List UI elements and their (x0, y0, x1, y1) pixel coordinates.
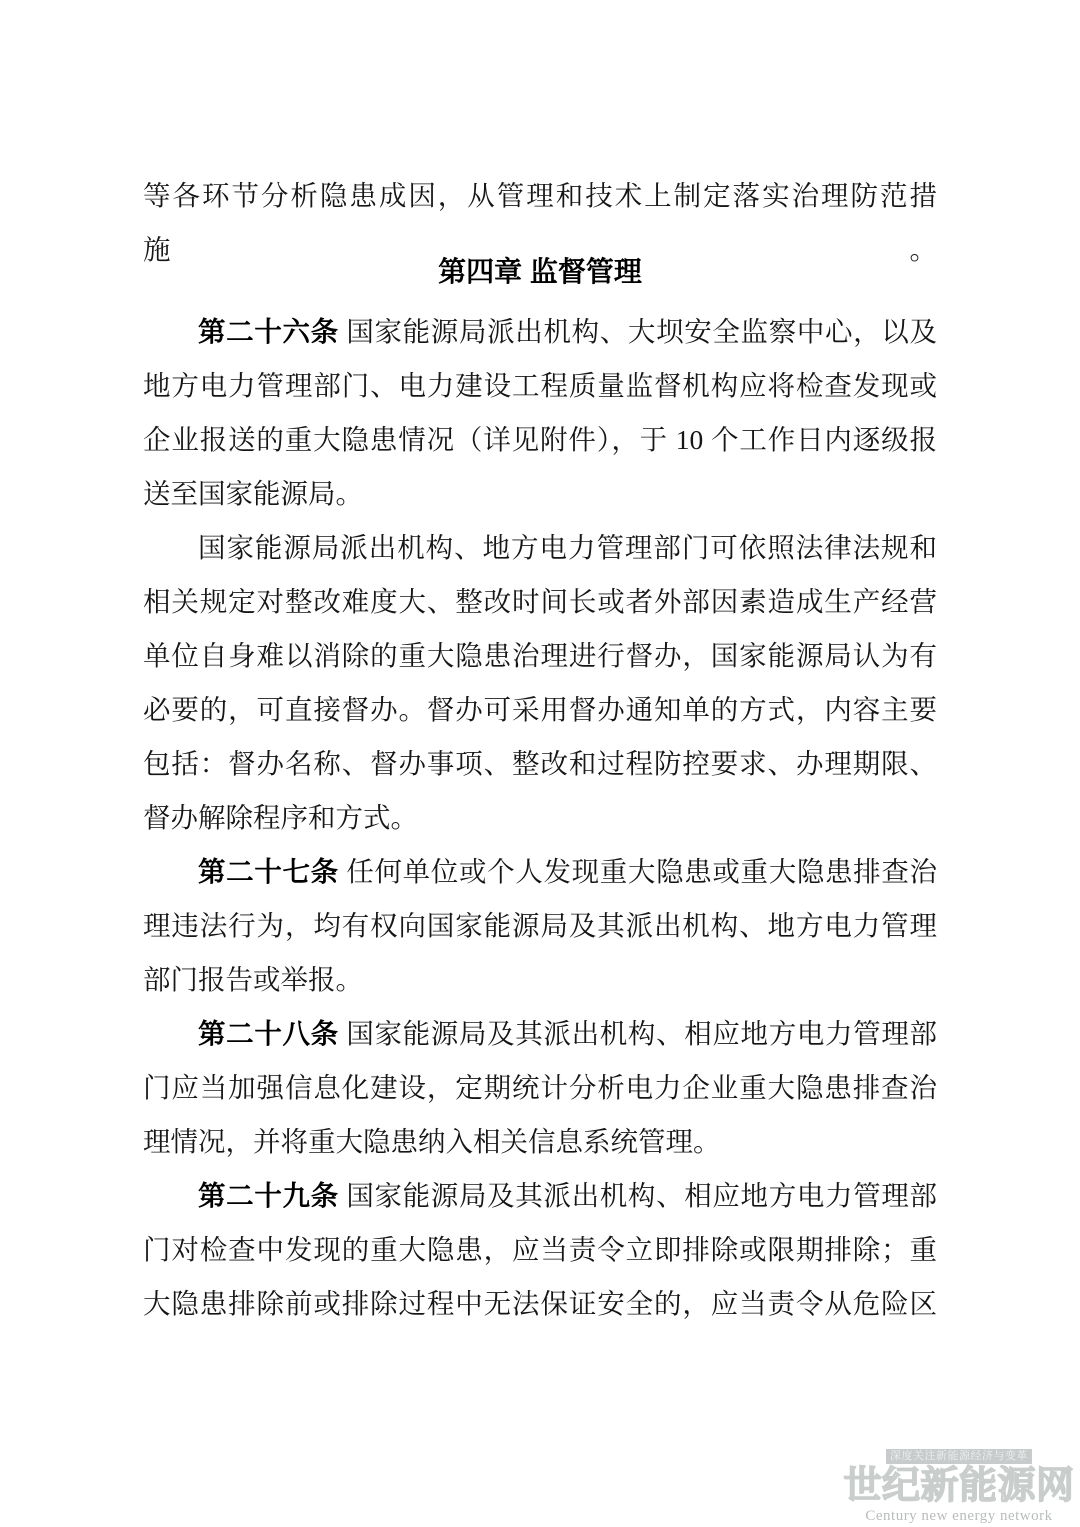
line-text: 门应当加强信息化建设，定期统计分析电力企业重大隐患排查治 (143, 1072, 937, 1103)
line-text: 单位自身难以消除的重大隐患治理进行督办，国家能源局认为有 (143, 640, 937, 671)
text-line (143, 1169, 937, 1223)
text-line (143, 791, 937, 845)
text-line (143, 467, 937, 521)
text-line (143, 521, 937, 575)
line-text: 任何单位或个人发现重大隐患或重大隐患排查治 (338, 856, 938, 887)
watermark-site-name: 世纪新能源网 (843, 1465, 1075, 1507)
line-text: 包括：督办名称、督办事项、整改和过程防控要求、办理期限、 (143, 748, 937, 779)
line-text: 大隐患排除前或排除过程中无法保证安全的，应当责令从危险区 (143, 1288, 937, 1319)
text-line (143, 683, 937, 737)
article-number: 第二十八条 (198, 1018, 339, 1049)
text-line (143, 629, 937, 683)
line-text: 必要的，可直接督办。督办可采用督办通知单的方式，内容主要 (143, 694, 937, 725)
line-text: 国家能源局及其派出机构、相应地方电力管理部 (338, 1180, 938, 1211)
text-line (143, 305, 937, 359)
line-text: 企业报送的重大隐患情况（详见附件），于 10 个工作日内逐级报 (143, 424, 937, 455)
text-line (143, 169, 937, 265)
article-number: 第二十九条 (198, 1180, 339, 1211)
line-text: 理情况，并将重大隐患纳入相关信息系统管理。 (143, 1126, 721, 1157)
text-line (143, 359, 937, 413)
watermark-slogan: 深度关注新能源经济与变革 (886, 1449, 1032, 1464)
chapter-heading: 第四章 监督管理 (438, 256, 642, 287)
text-line (143, 899, 937, 953)
text-line (143, 737, 937, 791)
text-line (143, 1277, 937, 1331)
text-line (143, 953, 937, 1007)
line-text: 相关规定对整改难度大、整改时间长或者外部因素造成生产经营 (143, 586, 937, 617)
watermark-site-name-en: Century new energy network (865, 1508, 1053, 1524)
article-number: 第二十七条 (198, 856, 339, 887)
text-line (143, 1223, 937, 1277)
text-line (143, 413, 937, 467)
line-text: 督办解除程序和方式。 (143, 802, 418, 833)
line-text: 送至国家能源局。 (143, 478, 363, 509)
text-line (143, 575, 937, 629)
line-text: 部门报告或举报。 (143, 964, 363, 995)
text-line (143, 1061, 937, 1115)
text-line (143, 845, 937, 899)
line-text: 国家能源局派出机构、大坝安全监察中心，以及 (338, 316, 938, 347)
line-text: 理违法行为，均有权向国家能源局及其派出机构、地方电力管理 (143, 910, 937, 941)
line-text: 门对检查中发现的重大隐患，应当责令立即排除或限期排除；重 (143, 1234, 937, 1265)
line-text: 地方电力管理部门、电力建设工程质量监督机构应将检查发现或 (143, 370, 937, 401)
line-text: 等各环节分析隐患成因，从管理和技术上制定落实治理防范措施。 (143, 180, 937, 265)
line-text: 国家能源局及其派出机构、相应地方电力管理部 (338, 1018, 938, 1049)
line-text: 国家能源局派出机构、地方电力管理部门可依照法律法规和 (198, 532, 937, 563)
text-line (143, 1007, 937, 1061)
watermark (843, 1446, 1075, 1525)
article-number: 第二十六条 (198, 316, 339, 347)
text-line (143, 1115, 937, 1169)
